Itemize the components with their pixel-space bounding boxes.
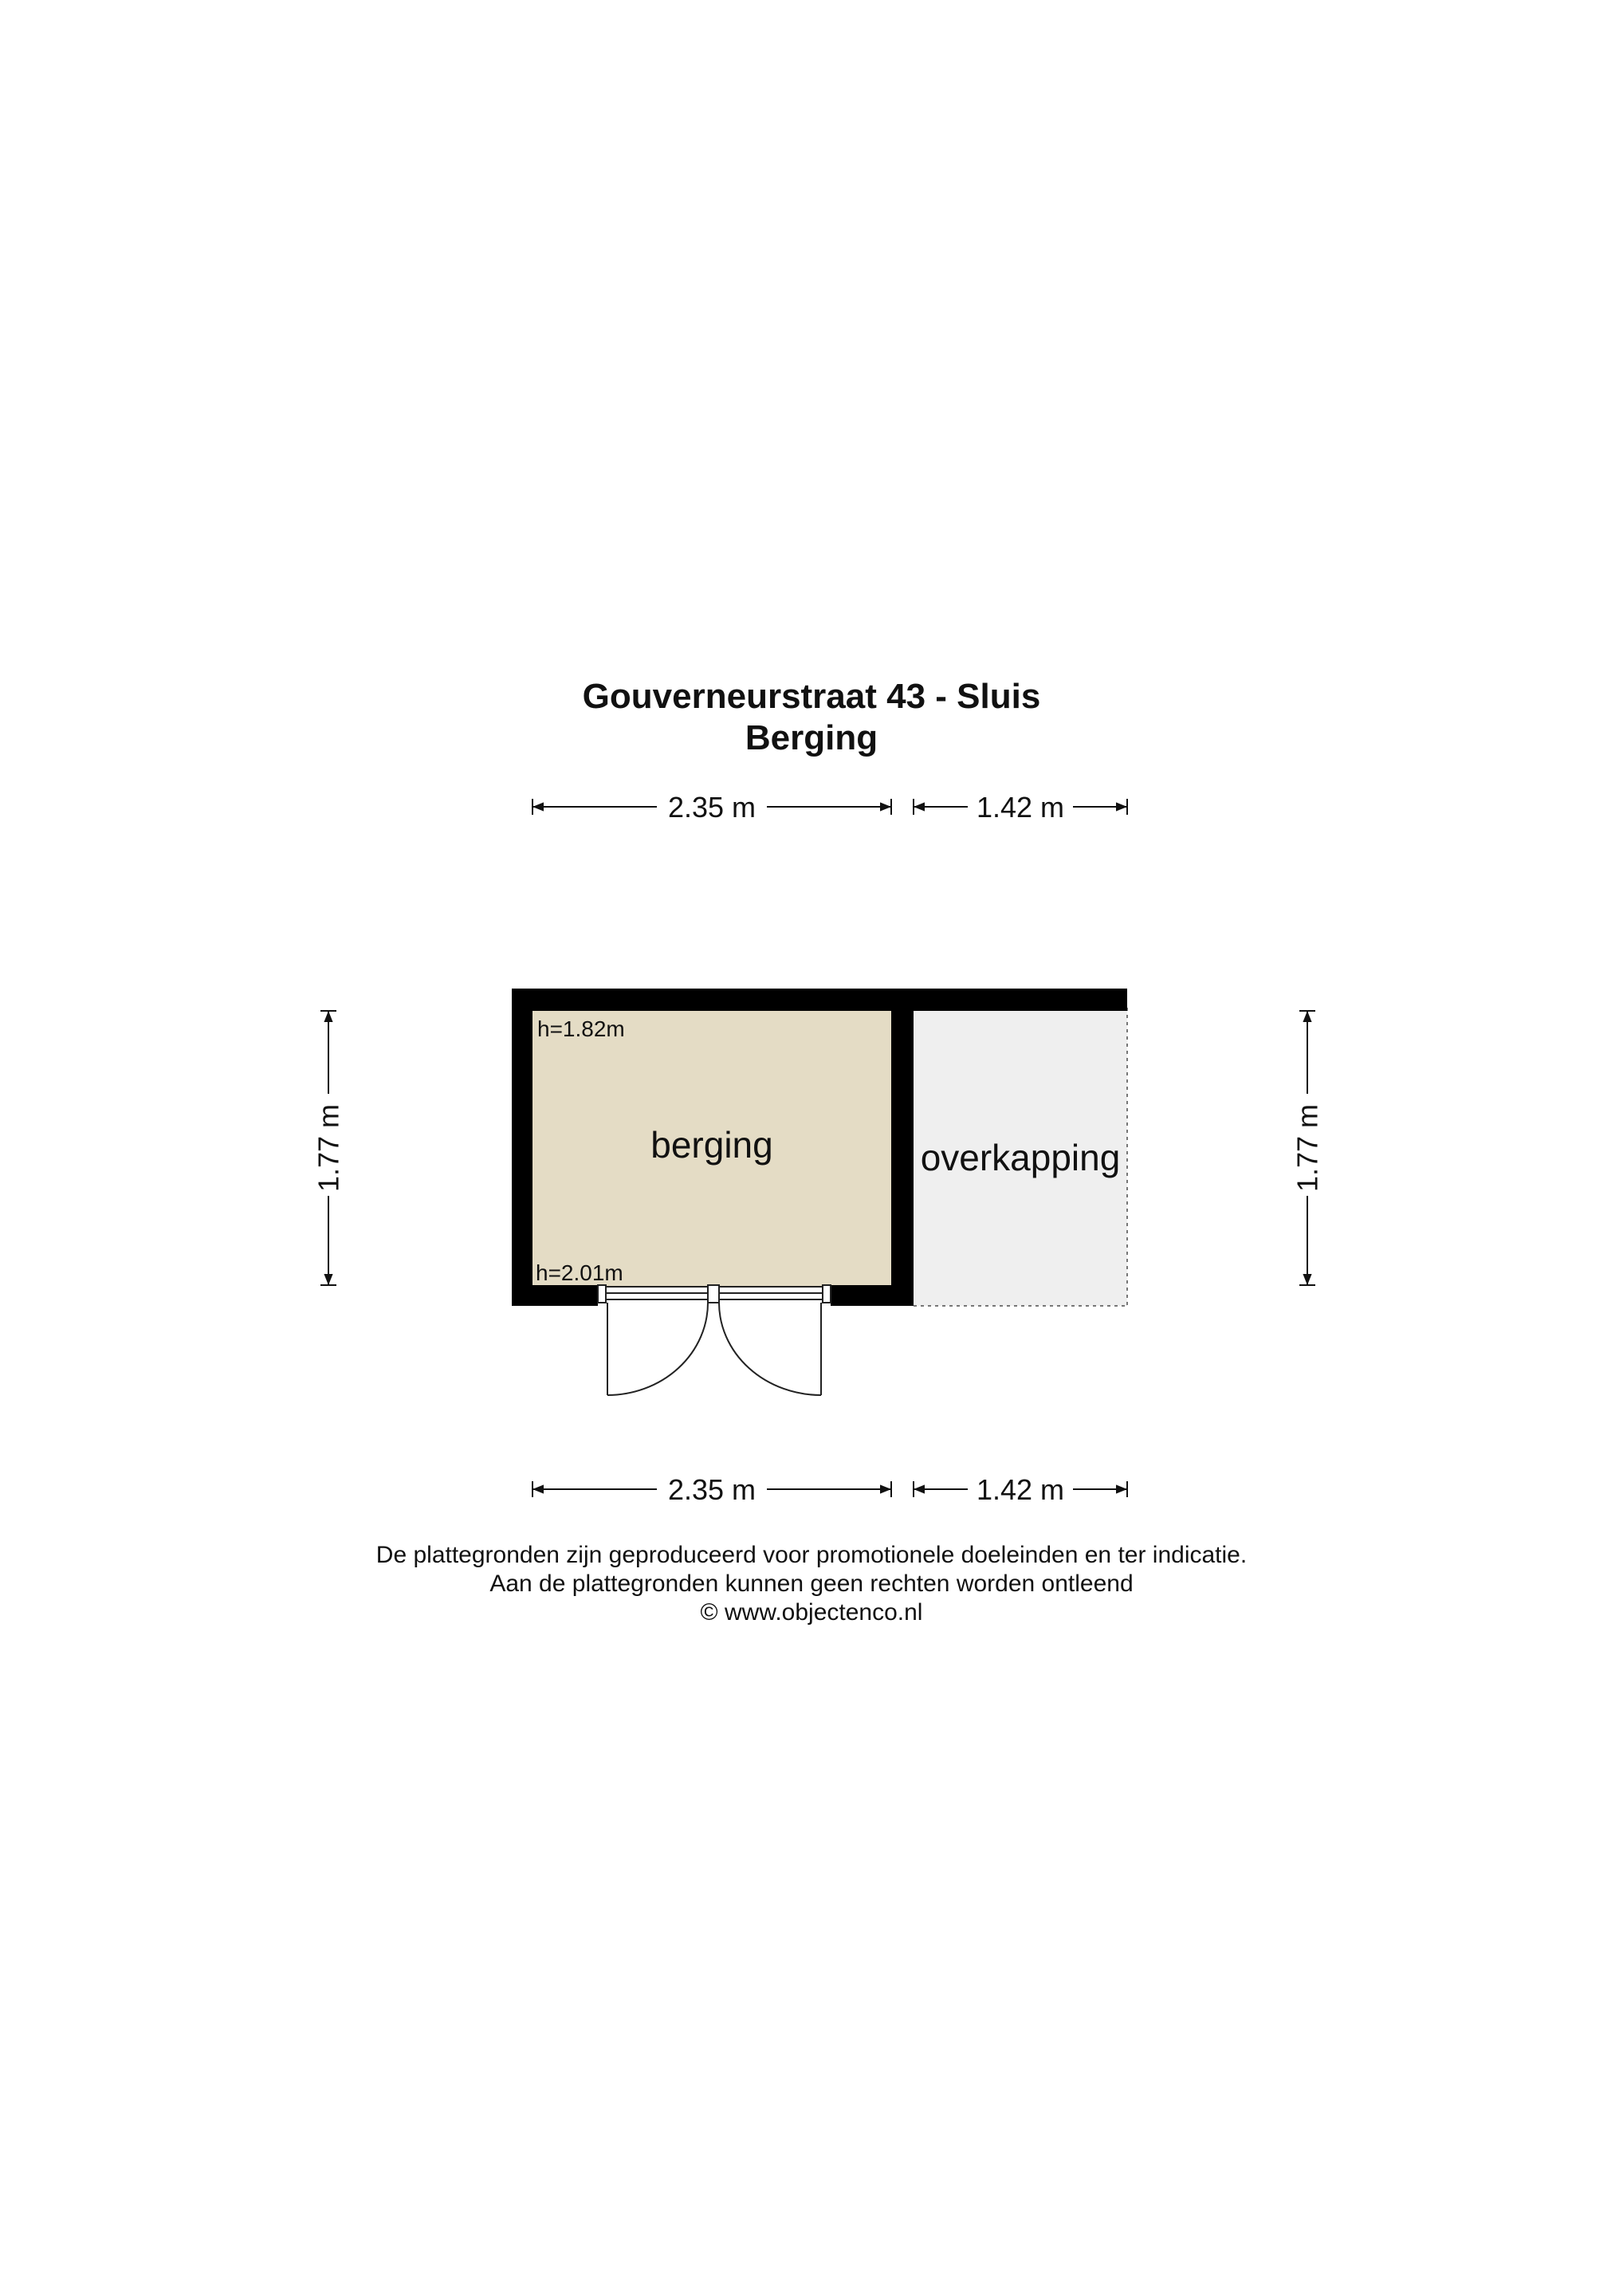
wall-bottom-right bbox=[831, 1285, 914, 1306]
disclaimer-line-1: De plattegronden zijn geproduceerd voor promotionele doeleinden en ter indicatie. bbox=[375, 1542, 1248, 1568]
dimension-right bbox=[1291, 1011, 1324, 1285]
dimension-bottom-left bbox=[532, 1473, 891, 1506]
berging-label: berging bbox=[650, 1124, 773, 1166]
wall-left bbox=[512, 989, 532, 1306]
dimension-bottom-right bbox=[914, 1473, 1127, 1506]
dimension-bottom-right-label: 1.42 m bbox=[976, 1473, 1065, 1506]
copyright-line: © www.objectenco.nl bbox=[700, 1599, 923, 1626]
overkapping-label: overkapping bbox=[920, 1137, 1121, 1178]
wall-middle bbox=[891, 989, 914, 1306]
dimension-left-label: 1.77 m bbox=[312, 1103, 345, 1193]
disclaimer-line-2: Aan de plattegronden kunnen geen rechten worden ontleend bbox=[489, 1571, 1134, 1597]
plan-title: Gouverneurstraat 43 - Sluis bbox=[582, 677, 1041, 716]
plan-subtitle: Berging bbox=[745, 718, 878, 757]
dimension-top-left bbox=[532, 791, 891, 824]
dimension-top-right bbox=[914, 791, 1127, 824]
dimension-top-right-label: 1.42 m bbox=[976, 791, 1065, 824]
door-right-leaf bbox=[719, 1303, 821, 1395]
dimension-right-label: 1.77 m bbox=[1291, 1103, 1324, 1193]
wall-bottom-left bbox=[512, 1285, 598, 1306]
door-opening bbox=[598, 1285, 831, 1303]
wall-top bbox=[512, 989, 1127, 1011]
dimension-top-left-label: 2.35 m bbox=[667, 791, 756, 824]
berging-height-top: h=1.82m bbox=[537, 1016, 625, 1041]
dimension-left bbox=[312, 1011, 345, 1285]
dimension-bottom-left-label: 2.35 m bbox=[667, 1473, 756, 1506]
berging-height-bottom: h=2.01m bbox=[536, 1260, 623, 1285]
door-left-leaf bbox=[607, 1303, 708, 1395]
